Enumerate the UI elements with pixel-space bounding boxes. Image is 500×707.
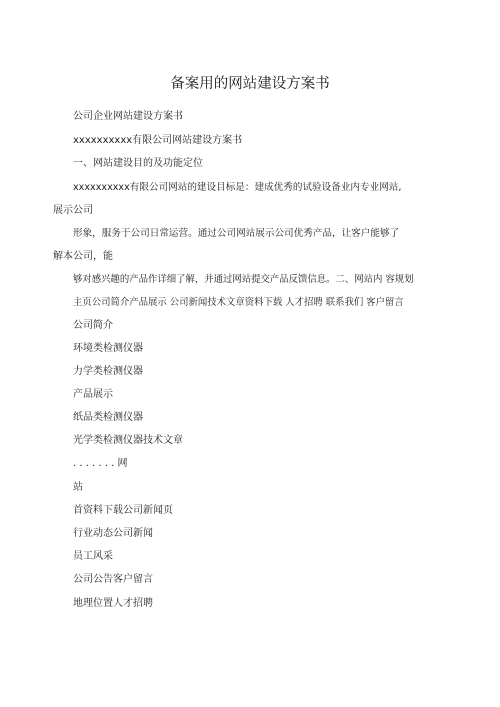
list-item: 力学类检测仪器 bbox=[73, 366, 143, 377]
list-item: 首资料下载公司新闻页 bbox=[73, 505, 173, 516]
text-line: 形象，服务于公司日常运营。通过公司网站展示公司优秀产品，让客户能够了 bbox=[73, 228, 400, 239]
text-line: xxxxxxxxxx有限公司网站建设方案书 bbox=[73, 135, 243, 146]
list-item: 公司简介 bbox=[73, 320, 113, 331]
list-item: 纸品类检测仪器 bbox=[73, 412, 143, 423]
text-line: 解本公司，能 bbox=[53, 251, 113, 262]
list-item: 环境类检测仪器 bbox=[73, 343, 143, 354]
section-heading: 一、网站建设目的及功能定位 bbox=[73, 158, 203, 169]
document-title: 备案用的网站建设方案书 bbox=[170, 76, 330, 92]
list-item: 站 bbox=[73, 482, 83, 493]
list-item: 行业动态公司新闻 bbox=[73, 528, 153, 539]
text-line: 公司企业网站建设方案书 bbox=[73, 111, 183, 122]
list-item: 员工风采 bbox=[73, 551, 113, 562]
text-line: 展示公司 bbox=[53, 205, 93, 216]
list-item: 光学类检测仪器技术文章 bbox=[73, 435, 183, 446]
nav-plan-line: 主页公司简介产品展示 公司新闻技术文章资料下载 人才招聘 联系我们 客户留言 bbox=[73, 297, 404, 308]
text-line: xxxxxxxxxx有限公司网站的建设目标是：建成优秀的试验设备业内专业网站, bbox=[73, 182, 402, 193]
list-item: . . . . . . . 网 bbox=[73, 458, 128, 469]
list-item: 产品展示 bbox=[73, 389, 113, 400]
text-line: 够对感兴趣的产品作详细了解，并通过网站提交产品反馈信息。二、网站内 容规划 bbox=[73, 274, 414, 285]
list-item: 公司公告客户留言 bbox=[73, 574, 153, 585]
list-item: 地理位置人才招聘 bbox=[73, 598, 153, 609]
